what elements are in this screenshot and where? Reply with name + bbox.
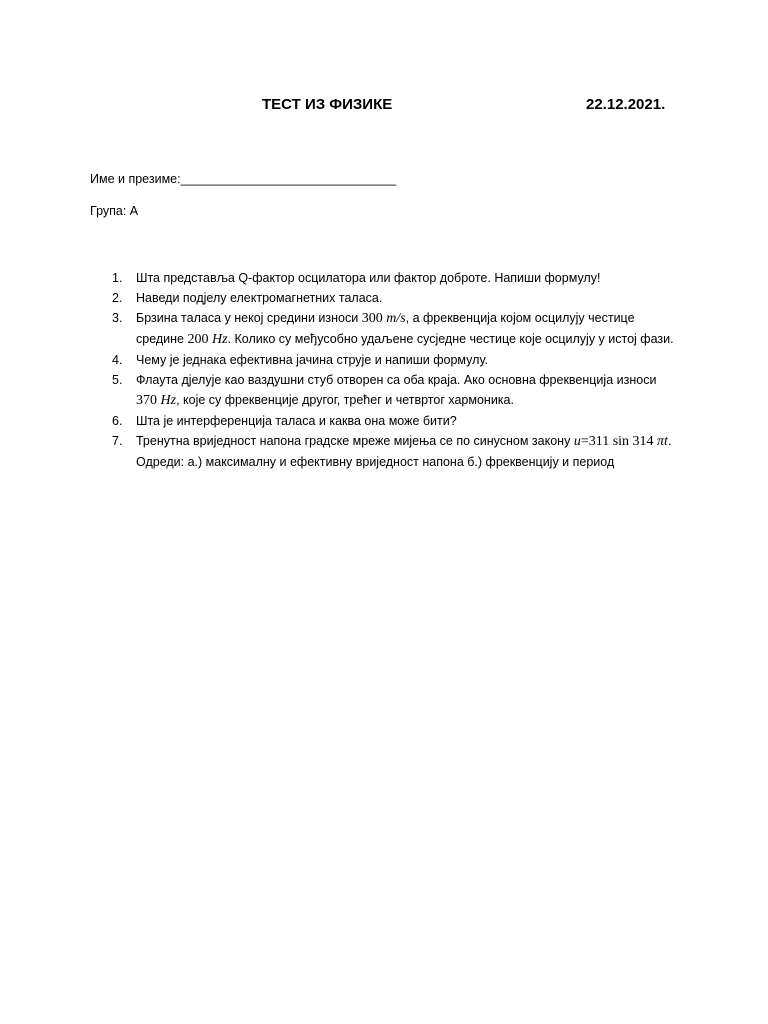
- math-frequency: 200 Hz: [187, 332, 228, 347]
- question-text-part: . Одреди: а.) максималну и ефективну вриједност напона б.) фреквенцију и период: [136, 434, 672, 469]
- question-text-part: , које су фреквенције другог, трећег и четвртог хармоника.: [176, 393, 514, 407]
- question-text-part: , а фреквенција којом осцилују честице средине: [136, 311, 635, 346]
- question-number: 7.: [112, 434, 123, 448]
- question-number: 6.: [112, 414, 123, 428]
- question-item: [112, 350, 678, 370]
- question-text: Шта представља Q-фактор осцилатора или фактор доброте. Напиши формулу!: [136, 271, 601, 285]
- student-name-line: [90, 172, 396, 186]
- question-item: [112, 411, 678, 431]
- question-number: 5.: [112, 373, 123, 387]
- group-label: Група: А: [90, 204, 139, 218]
- math-voltage-formula: u=311 sin 314 πt: [573, 434, 668, 449]
- question-number: 2.: [112, 291, 123, 305]
- question-item: [112, 431, 678, 472]
- name-blank: _______________________________: [180, 172, 397, 186]
- question-text-part: Флаута дјелује као ваздушни стуб отворен са оба краја. Ако основна фреквенција износи: [136, 373, 657, 387]
- question-text-part: Тренутна вриједност напона градске мреже мијења се по синусном закону: [136, 434, 574, 448]
- question-text-part: . Колико су међусобно удаљене сусједне честице које осцилују у истој фази.: [227, 332, 674, 346]
- question-item: [112, 308, 678, 350]
- math-frequency: 370 Hz: [136, 393, 177, 408]
- name-label: Име и презиме:: [90, 172, 181, 186]
- question-item: [112, 288, 678, 308]
- question-text-part: Брзина таласа у некој средини износи: [136, 311, 362, 325]
- question-text: Чему је једнака ефективна јачина струје и напиши формулу.: [136, 353, 488, 367]
- math-speed: 300 m/s: [361, 311, 406, 326]
- question-number: 3.: [112, 311, 123, 325]
- page-title: ТЕСТ ИЗ ФИЗИКЕ: [262, 96, 393, 113]
- question-item: [112, 370, 678, 411]
- question-text: Наведи подјелу електромагнетних таласа.: [136, 291, 383, 305]
- question-number: 4.: [112, 353, 123, 367]
- question-number: 1.: [112, 271, 123, 285]
- question-text: Шта је интерференција таласа и каква она може бити?: [136, 414, 457, 428]
- question-item: [112, 268, 678, 288]
- test-date: 22.12.2021.: [586, 96, 666, 113]
- question-list: [112, 268, 678, 472]
